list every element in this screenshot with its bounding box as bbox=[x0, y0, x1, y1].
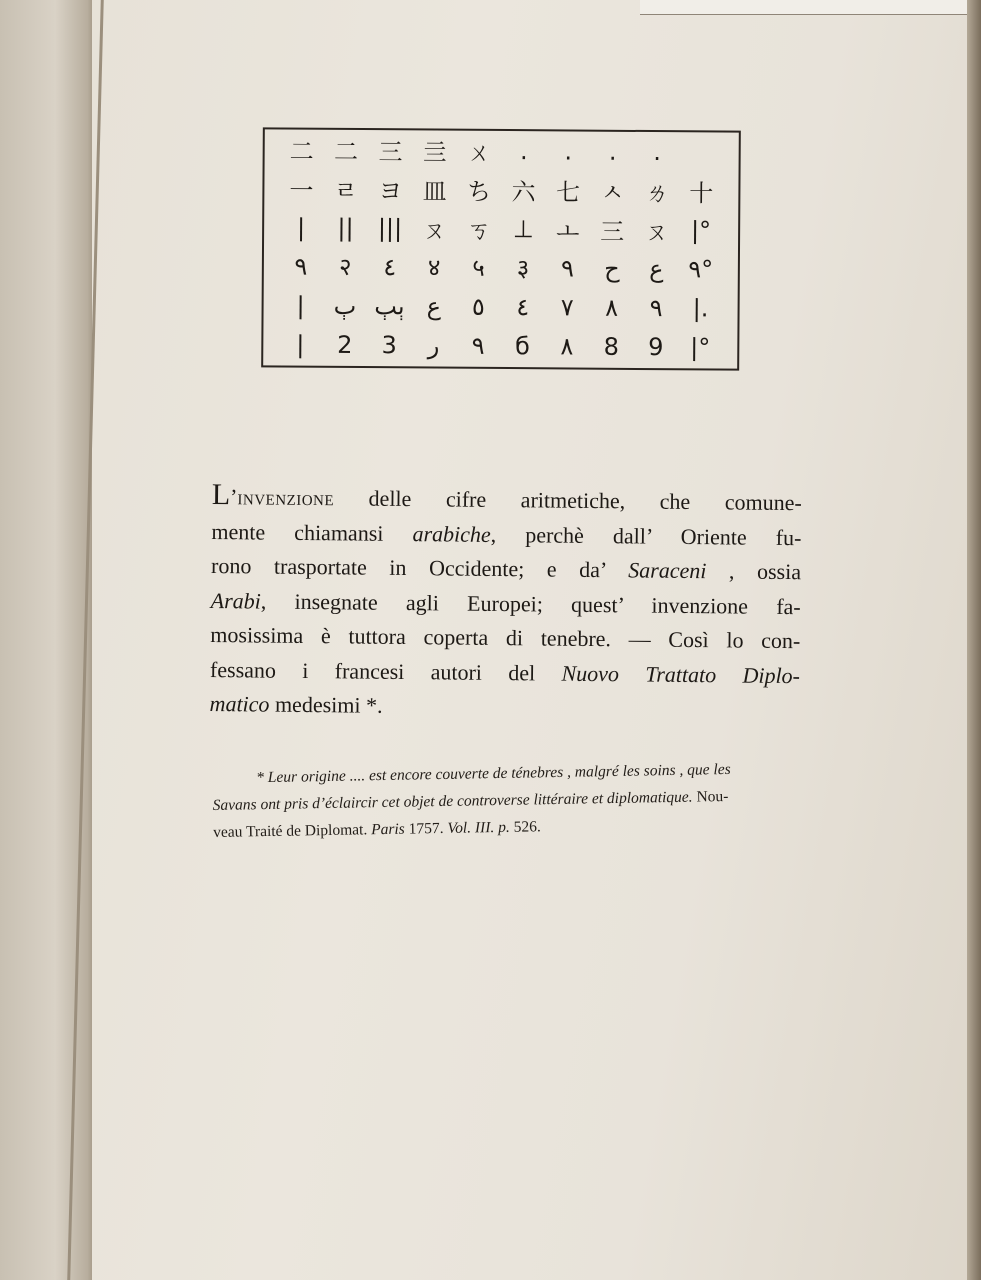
numeral-glyph: ٨ bbox=[560, 331, 574, 361]
text-run: Paris bbox=[371, 820, 405, 839]
facing-page-edge bbox=[0, 0, 92, 1280]
text-run: Savans ont pris d’éclaircir cet objet de controverse littéraire et diplomatique. bbox=[212, 788, 693, 814]
numeral-glyph: ㄨ bbox=[467, 138, 492, 167]
numeral-glyph: ⊥ bbox=[512, 214, 534, 243]
page-top-edge bbox=[640, 0, 970, 15]
numeral-glyph: . bbox=[653, 137, 662, 166]
numeral-glyph: ㄌ bbox=[644, 179, 669, 208]
numeral-glyph: 七 bbox=[555, 178, 581, 207]
text-line bbox=[212, 478, 802, 521]
text-run: delle cifre aritmetiche, che comune- bbox=[333, 485, 802, 516]
numeral-glyph: 3 bbox=[381, 330, 397, 359]
numeral-glyph: ५ bbox=[472, 253, 485, 282]
numeral-glyph: ٩ bbox=[294, 252, 308, 281]
numeral-row bbox=[264, 168, 738, 210]
numeral-glyph: ३ bbox=[516, 254, 530, 283]
numeral-glyph: ع bbox=[426, 291, 442, 321]
text-run: * Leur origine .... est encore couverte de ténebres , malgré les soins , que les bbox=[256, 760, 731, 787]
numeral-glyph: 三 bbox=[600, 217, 625, 246]
numeral-glyph: ٤ bbox=[383, 252, 397, 281]
numeral-glyph: | bbox=[296, 291, 305, 320]
text-run: rono trasportate in Occidente; e da’ bbox=[210, 552, 629, 583]
numeral-row bbox=[265, 129, 739, 171]
numeral-glyph: . bbox=[564, 136, 573, 165]
numeral-glyph: ヨ bbox=[378, 177, 403, 206]
numeral-glyph: ㄹ bbox=[334, 176, 358, 205]
numeral-glyph: 8 bbox=[603, 332, 620, 361]
numeral-glyph: ح bbox=[604, 254, 620, 283]
numeral-glyph: | bbox=[296, 330, 305, 359]
numeral-table bbox=[261, 127, 741, 370]
text-run: mente chiamansi bbox=[211, 518, 413, 546]
text-run: 1757. bbox=[404, 819, 448, 838]
text-run: veau Traité de Diplomat. bbox=[213, 821, 372, 841]
numeral-glyph: 二 bbox=[289, 137, 314, 166]
text-line bbox=[210, 618, 800, 659]
text-run: fessano i francesi autori del bbox=[209, 656, 562, 686]
numeral-glyph: २ bbox=[338, 252, 352, 281]
book-cover-edge bbox=[967, 0, 981, 1280]
numeral-glyph: 六 bbox=[511, 178, 536, 207]
body-paragraph bbox=[209, 478, 802, 728]
numeral-glyph: ٥ bbox=[471, 292, 485, 321]
numeral-glyph: ع bbox=[649, 254, 664, 283]
numeral-glyph: ㄡ bbox=[422, 216, 447, 245]
text-run: Arabi bbox=[210, 587, 261, 614]
numeral-glyph: ٤ bbox=[516, 292, 530, 321]
text-run: matico bbox=[209, 690, 270, 717]
numeral-glyph: ر bbox=[427, 330, 440, 360]
numeral-glyph: | bbox=[297, 213, 306, 242]
text-run: Nuovo Trattato Diplo- bbox=[561, 660, 801, 688]
numeral-glyph: ٩ bbox=[649, 293, 663, 322]
numeral-glyph: 亖 bbox=[422, 138, 448, 167]
text-run: invenzione bbox=[237, 484, 335, 511]
numeral-glyph: |. bbox=[692, 293, 709, 322]
numeral-glyph: ٻ bbox=[333, 291, 357, 320]
text-run: Vol. III. p. bbox=[447, 818, 510, 837]
text-run: Nou- bbox=[692, 787, 729, 806]
text-run: ’ bbox=[230, 484, 238, 510]
text-run: , insegnate agli Europei; quest’ invenzione fa- bbox=[260, 588, 801, 619]
numeral-glyph: ४ bbox=[427, 253, 441, 282]
numeral-row bbox=[264, 246, 738, 288]
text-run: medesimi *. bbox=[269, 691, 383, 718]
numeral-row bbox=[264, 207, 738, 249]
numeral-glyph: ㅗ bbox=[556, 217, 580, 246]
numeral-glyph: . bbox=[519, 136, 528, 165]
numeral-glyph: 十 bbox=[689, 179, 714, 208]
text-run: Saraceni bbox=[628, 557, 707, 584]
footnote bbox=[212, 754, 853, 846]
numeral-glyph: ٧ bbox=[560, 292, 574, 322]
numeral-glyph: 二 bbox=[334, 137, 359, 166]
numeral-glyph: ㄎ bbox=[466, 216, 491, 245]
numeral-glyph: 皿 bbox=[422, 177, 447, 206]
text-run: , perchè dall’ Oriente fu- bbox=[490, 521, 802, 550]
numeral-glyph: . bbox=[608, 137, 617, 166]
numeral-glyph: ち bbox=[467, 177, 492, 206]
numeral-glyph: 三 bbox=[378, 138, 403, 167]
text-run: mosissima è tuttora coperta di tenebre. — Così lo con- bbox=[210, 621, 801, 654]
numeral-glyph: ٩ bbox=[471, 331, 485, 360]
numeral-glyph: ㅅ bbox=[600, 178, 625, 207]
numeral-row bbox=[263, 324, 737, 366]
drop-cap: L bbox=[211, 478, 231, 512]
numeral-glyph: б bbox=[515, 331, 531, 360]
numeral-glyph: |° bbox=[690, 215, 712, 244]
text-run: arabiche bbox=[412, 520, 491, 547]
text-line bbox=[209, 687, 799, 728]
numeral-glyph: 9 bbox=[648, 332, 664, 361]
numeral-glyph: ٻٻ bbox=[374, 291, 405, 320]
numeral-glyph: ٨ bbox=[605, 293, 619, 322]
numeral-glyph: |° bbox=[690, 332, 711, 361]
numeral-glyph: || bbox=[337, 213, 354, 242]
numeral-row bbox=[263, 285, 737, 327]
numeral-glyph: ㄡ bbox=[644, 218, 669, 247]
text-line bbox=[211, 549, 801, 590]
text-run: 526. bbox=[509, 818, 541, 836]
numeral-glyph: 一 bbox=[289, 176, 314, 205]
numeral-glyph: ٩ bbox=[560, 253, 575, 283]
text-run: , ossia bbox=[706, 558, 802, 585]
numeral-glyph: 2 bbox=[337, 330, 353, 359]
numeral-glyph: ||| bbox=[377, 213, 403, 242]
numeral-glyph: ٩° bbox=[688, 254, 714, 283]
